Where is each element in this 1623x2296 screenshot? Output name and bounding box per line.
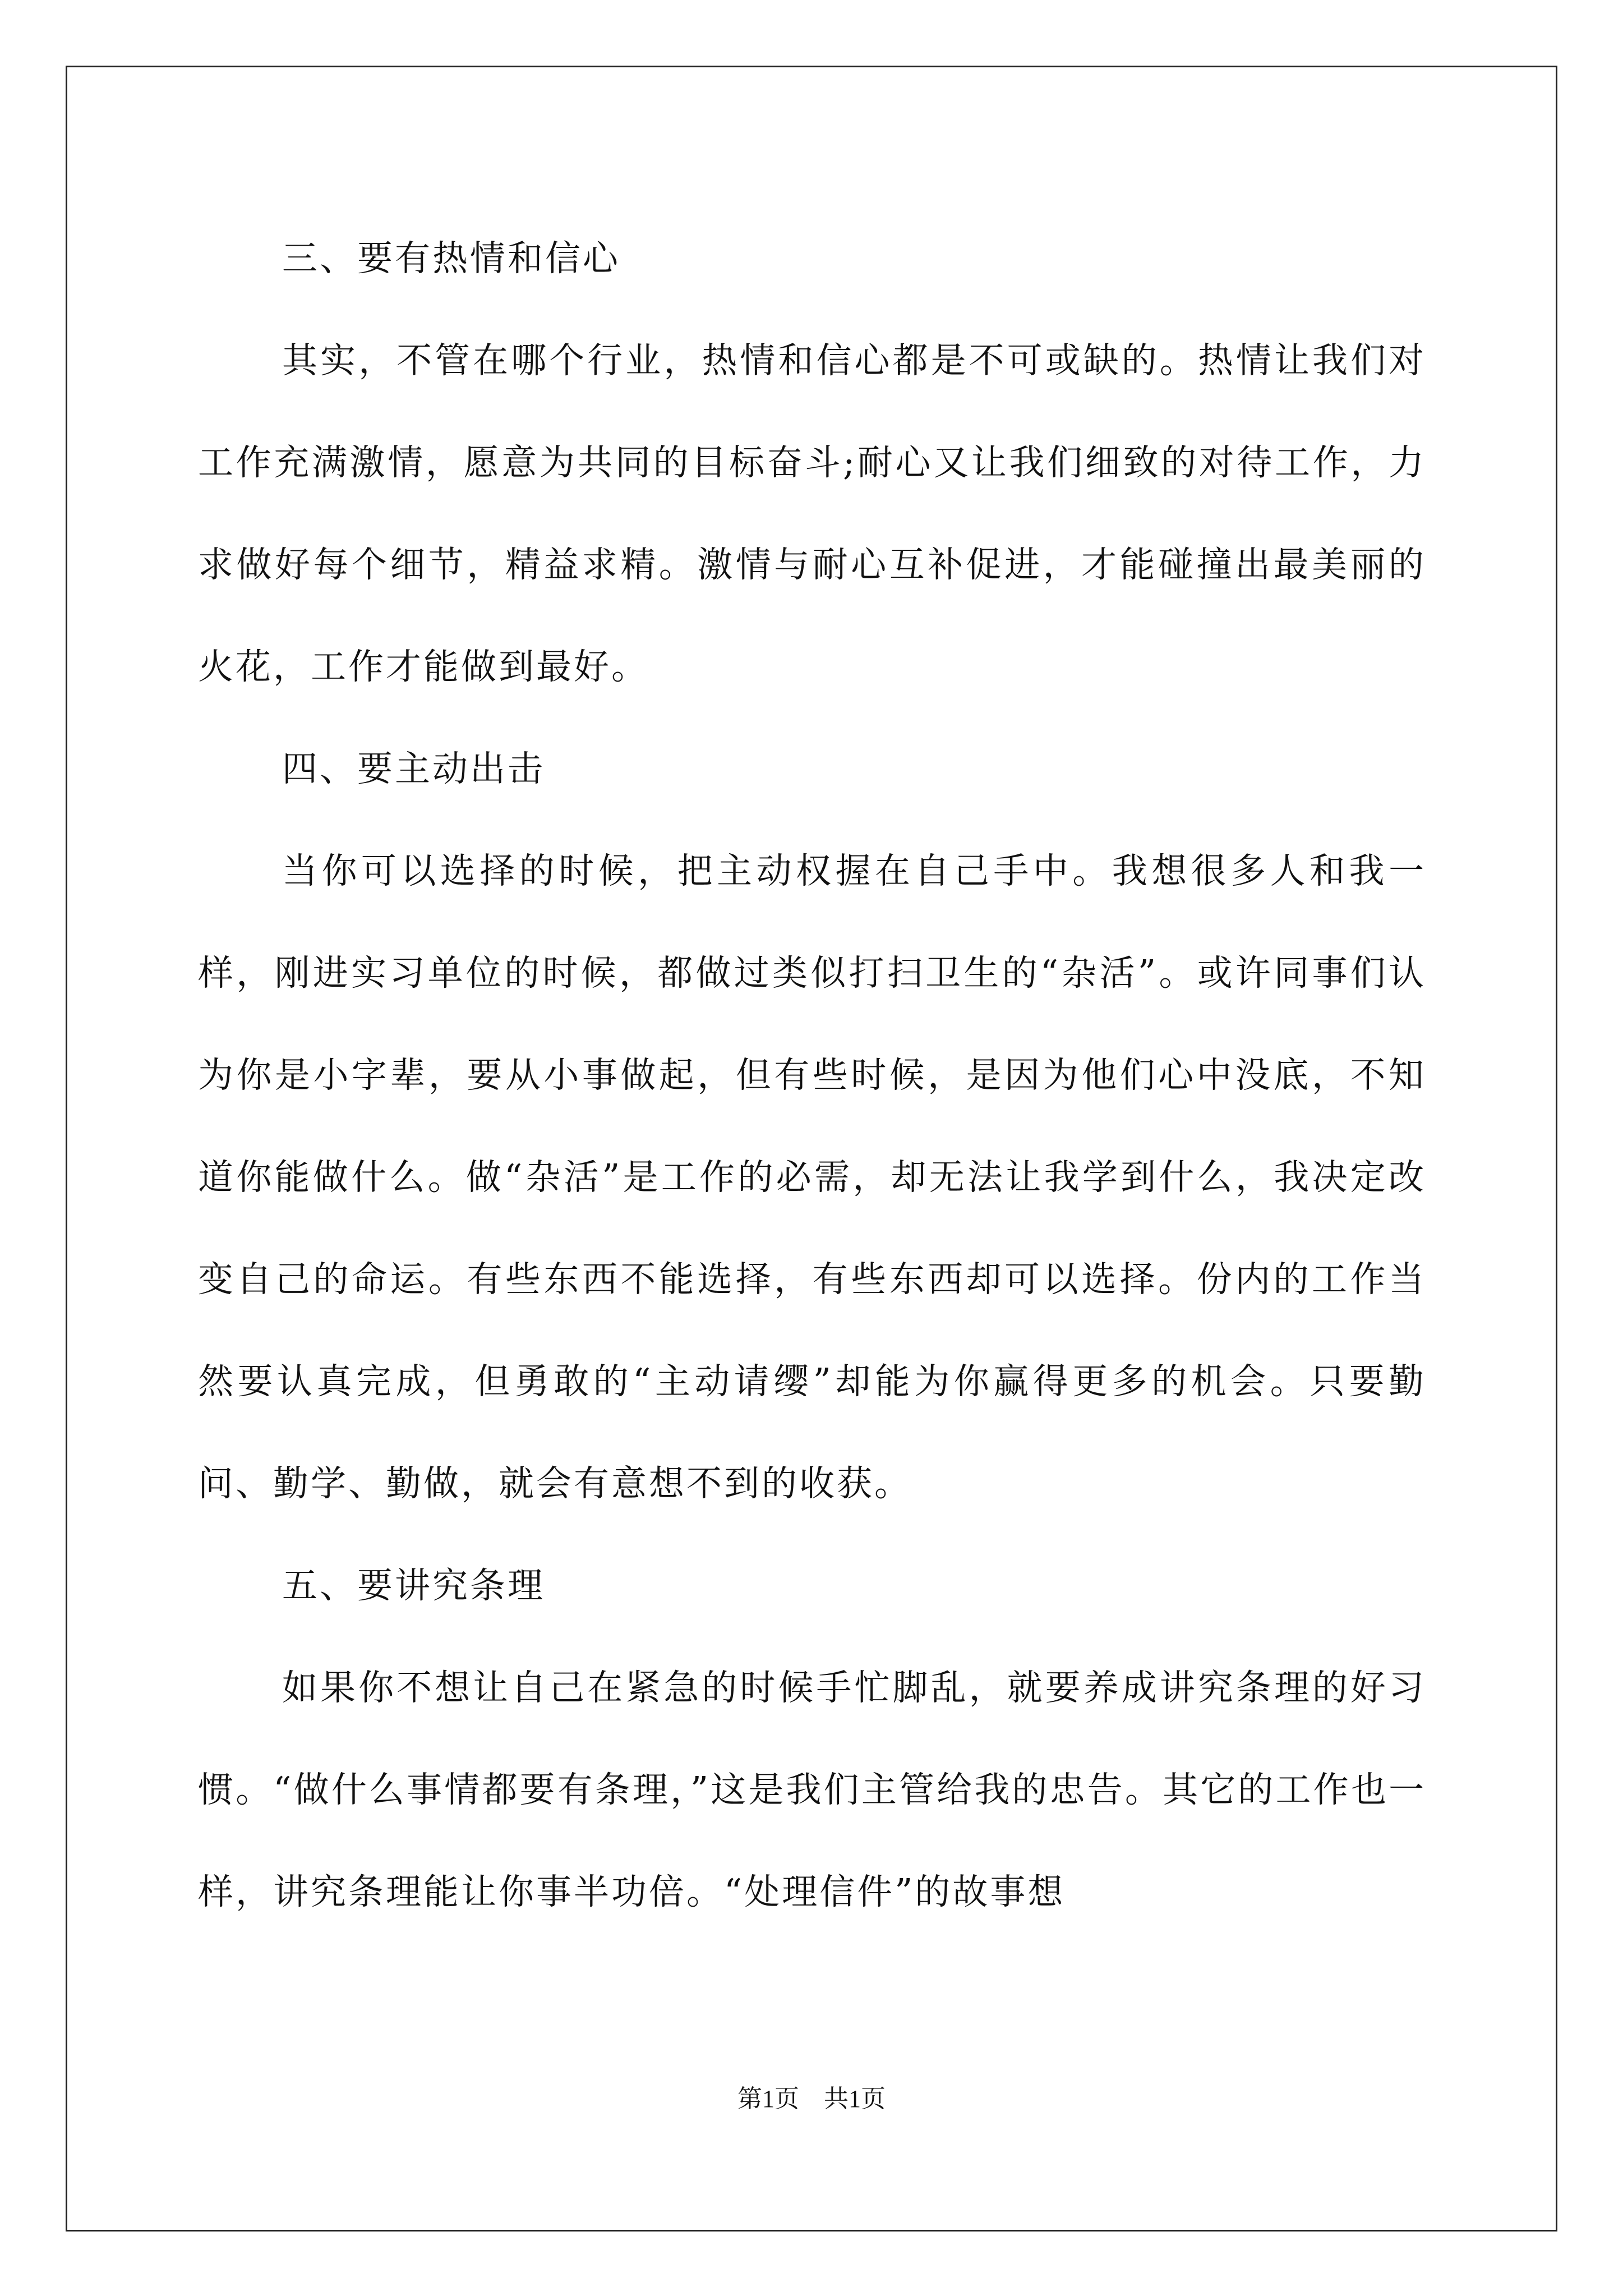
document-body: [198, 208, 1426, 1943]
section-paragraph-3: 其实，不管在哪个行业，热情和信心都是不可或缺的。热情让我们对工作充满激情，愿意为共同的目标奋斗;耐心又让我们细致的对待工作，力求做好每个细节，精益求精。激情与耐心互补促进，才能碰撞出最美丽的火花，工作才能做到最好。: [198, 340, 1426, 687]
section-heading-5: 五、要讲究条理: [282, 1565, 545, 1606]
section-paragraph-5: 如果你不想让自己在紧急的时候手忙脚乱，就要养成讲究条理的好习惯。“做什么事情都要有条理，”这是我们主管给我的忠告。其它的工作也一样，讲究条理能让你事半功倍。“处理信件”的故事想: [198, 1667, 1426, 1912]
section-paragraph-4: 当你可以选择的时候，把主动权握在自己手中。我想很多人和我一样，刚进实习单位的时候，都做过类似打扫卫生的“杂活”。或许同事们认为你是小字辈，要从小事做起，但有些时候，是因为他们心中没底，不知道你能做什么。做“杂活”是工作的必需，却无法让我学到什么，我决定改变自己的命运。有些东西不能选择，有些东西却可以选择。份内的工作当然要认真完成，但勇敢的“主动请缨”却能为你赢得更多的机会。只要勤问、勤学、勤做，就会有意想不到的收获。: [198, 850, 1426, 1504]
section-heading-3: 三、要有热情和信心: [282, 238, 620, 279]
page-number-footer: 第1页 共1页: [737, 2085, 886, 2113]
section-heading-4: 四、要主动出击: [282, 748, 545, 789]
